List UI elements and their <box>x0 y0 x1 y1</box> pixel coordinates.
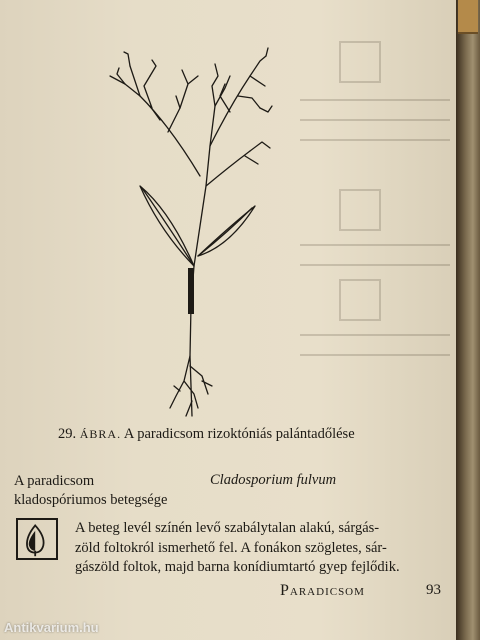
pathogen-name: Cladosporium fulvum <box>210 472 337 488</box>
disease-name-line1: A paradicsom <box>14 473 95 489</box>
bleed-through-shadow <box>300 40 450 380</box>
description-line: zöld foltokról ismerhető fel. A fonákon szögletes, sár- <box>75 539 387 556</box>
figure-caption <box>58 426 456 443</box>
bookmark-ribbon <box>458 0 478 34</box>
description-line: A beteg levél színén levő szabálytalan alakú, sárgás- <box>75 520 380 536</box>
figure-number: 29. <box>58 426 77 442</box>
description-line: gászöld foltok, majd barna konídiumtartó gyep fejlődik. <box>75 559 400 575</box>
disease-description <box>75 519 450 578</box>
book-spine <box>456 0 480 640</box>
disease-name <box>14 472 214 510</box>
leaf-symbol-icon <box>16 518 58 560</box>
diseased-stem-lesion <box>188 268 194 314</box>
running-title: Paradicsom <box>280 582 365 599</box>
page-number: 93 <box>426 582 441 598</box>
seedling-illustration <box>80 36 280 426</box>
disease-name-line2: kladospóriumos betegsége <box>14 492 168 508</box>
watermark-text: Antikvarium.hu <box>4 620 99 635</box>
figure-title: A paradicsom rizoktóniás palántadőlése <box>123 426 355 442</box>
figure-label: ÁBRA. <box>79 427 122 441</box>
